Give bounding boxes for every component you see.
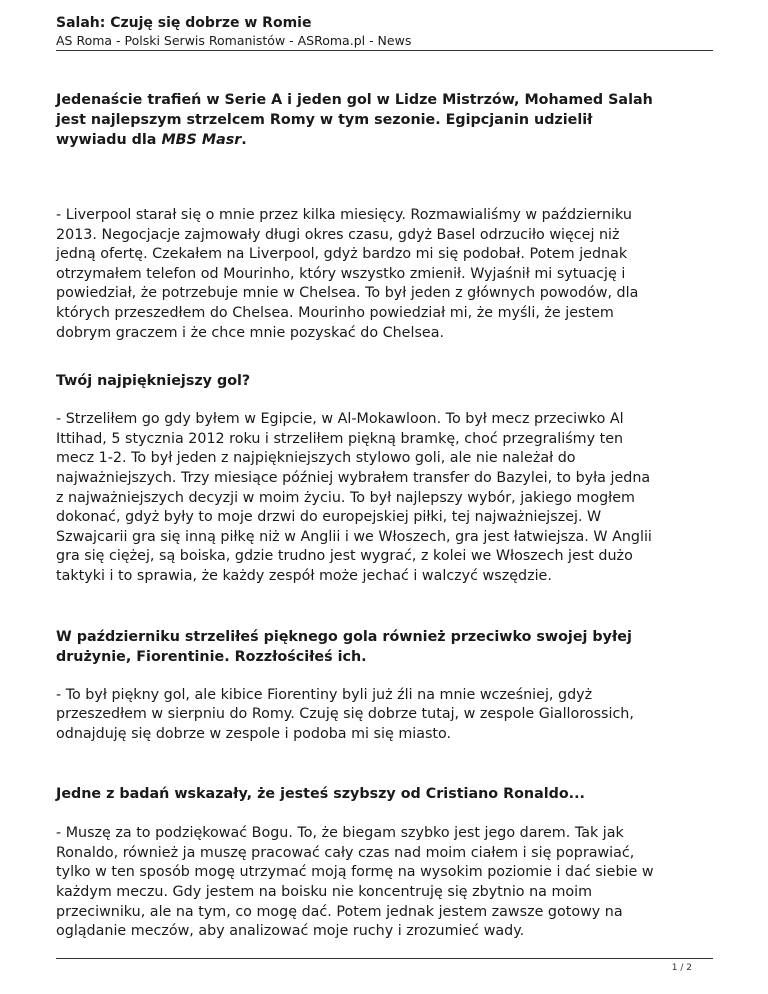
article-body xyxy=(56,90,716,942)
question-3: Jedne z badań wskazały, że jesteś szybszy od Cristiano Ronaldo... xyxy=(56,786,585,803)
page-number: 1 / 2 xyxy=(671,963,692,973)
answer-paragraph-4: - Muszę za to podziękować Bogu. To, że biegam szybko jest jego darem. Tak jak Ronaldo, również ja muszę pracować cały czas nad moim ciałem i się poprawiać, tylko w ten sposób mogę utrzymać moją formę na wysokim poziomie i dać siebie w każdym meczu. Gdy jestem na boisku nie koncentruję się zbytnio na moim przeciwniku, ale na tym, co mogę dać. Potem jednak jestem zawsze gotowy na oglądanie meczów, aby analizować moje ruchy i zrozumieć wady. xyxy=(56,825,654,940)
question-2: W październiku strzeliłeś pięknego gola również przeciwko swojej byłej drużynie, Fiorentinie. Rozzłościłeś ich. xyxy=(56,628,632,665)
lead-paragraph xyxy=(56,90,716,150)
lead-text: Jedenaście trafień w Serie A i jeden gol w Lidze Mistrzów, Mohamed Salah jest najlepszym strzelcem Romy w tym sezonie. Egipcjanin udzielił wywiadu dla xyxy=(56,92,653,148)
site-subtitle: AS Roma - Polski Serwis Romanistów - ASRoma.pl - News xyxy=(56,33,412,48)
page-header xyxy=(56,14,713,49)
article-title: Salah: Czuję się dobrze w Romie xyxy=(56,15,312,31)
answer-paragraph-3: - To był piękny gol, ale kibice Fiorentiny byli już źli na mnie wcześniej, gdyż przeszedłem w sierpniu do Romy. Czuję się dobrze tutaj, w zespole Giallorossich, odnajduję się dobrze w zespole i podoba mi się miasto. xyxy=(56,686,634,742)
question-1: Twój najpiękniejszy gol? xyxy=(56,373,251,390)
header-divider xyxy=(56,50,713,51)
answer-paragraph-1: - Liverpool starał się o mnie przez kilka miesięcy. Rozmawialiśmy w październiku 2013. Negocjacje zajmowały długi okres czasu, gdyż Basel odrzuciło więcej niż jedną ofertę. Czekałem na Liverpool, gdyż bardzo mi się podobał. Potem jednak otrzymałem telefon od Mourinho, który wszystko zmienił. Wyjaśnił mi sytuację i powiedział, że potrzebuje mnie w Chelsea. To był jeden z głównych powodów, dla których przeszedłem do Chelsea. Mourinho powiedział mi, że myśli, że jestem dobrym graczem i że chce mnie pozyskać do Chelsea. xyxy=(56,207,639,341)
lead-end: . xyxy=(241,132,247,148)
footer-divider xyxy=(56,958,713,959)
lead-source: MBS Masr xyxy=(161,132,242,148)
answer-paragraph-2: - Strzeliłem go gdy byłem w Egipcie, w Al-Mokawloon. To był mecz przeciwko Al Ittihad, 5 stycznia 2012 roku i strzeliłem piękną bramkę, choć przegraliśmy ten mecz 1-2. To był jeden z najpiękniejszych stylowo goli, ale nie należał do najważniejszych. Trzy miesiące później wybrałem transfer do Bazylei, to była jedna z najważniejszych decyzji w moim życiu. To był najlepszy wybór, jakiego mogłem dokonać, gdyż były to moje drzwi do europejskiej piłki, tej najważniejszej. W Szwajcarii gra się inną piłkę niż w Anglii i we Włoszech, gra jest łatwiejsza. W Anglii gra się ciężej, są boiska, gdzie trudno jest wygrać, z kolei we Włoszech jest dużo taktyki i to sprawia, że każdy zespół może jechać i walczyć wszędzie. xyxy=(56,411,652,584)
